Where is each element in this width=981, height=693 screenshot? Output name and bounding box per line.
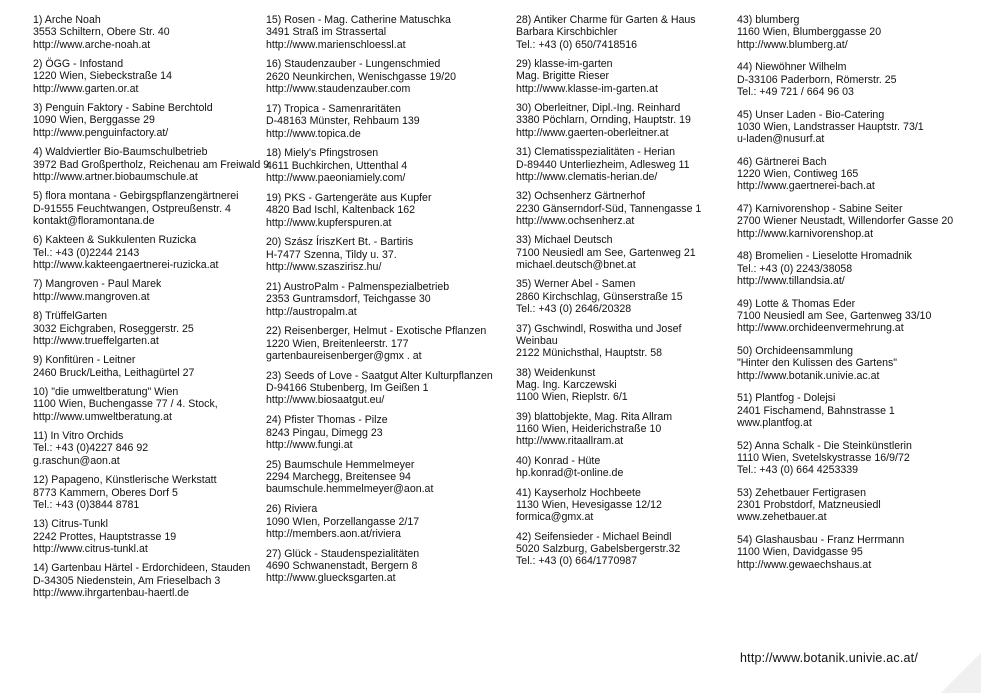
directory-entry: [33, 146, 269, 183]
directory-entry: [33, 474, 269, 511]
directory-entry: [266, 147, 510, 184]
entry-detail: 1160 Wien, Blumberggasse 20: [737, 26, 882, 39]
directory-entry: [737, 440, 973, 477]
entry-detail: 2620 Neunkirchen, Wenischgasse 19/20: [266, 70, 457, 83]
entry-detail: 1110 Wien, Svetelskystrasse 16/9/72: [737, 451, 910, 464]
entry-detail: Weinbau: [516, 334, 558, 347]
entry-detail: 1130 Wien, Hevesigasse 12/12: [516, 498, 662, 511]
entry-link[interactable]: http://www.marienschloessl.at: [266, 38, 406, 51]
entry-title: 39) blattobjekte, Mag. Rita Allram: [516, 410, 673, 423]
entry-title: 7) Mangroven - Paul Marek: [33, 278, 162, 291]
entry-link[interactable]: http://www.arche-noah.at: [33, 38, 151, 51]
directory-entry: [737, 203, 973, 240]
entry-title: 47) Karnivorenshop - Sabine Seiter: [737, 203, 903, 216]
entry-title: 31) Clematisspezialitäten - Herian: [516, 146, 675, 159]
column-3: [516, 14, 730, 575]
entry-link[interactable]: http://www.ihrgartenbau-haertl.de: [33, 587, 190, 600]
entry-title: 53) Zehetbauer Fertigrasen: [737, 486, 866, 499]
entry-title: 51) Plantfog - Dolejsi: [737, 392, 836, 405]
directory-entry: [737, 156, 973, 193]
entry-title: 44) Niewöhner Wilhelm: [737, 61, 847, 74]
entry-link[interactable]: http://www.paeoniamiely.com/: [266, 172, 406, 185]
entry-title: 6) Kakteen & Sukkulenten Ruzicka: [33, 234, 197, 247]
entry-link[interactable]: http://www.klasse-im-garten.at: [516, 82, 658, 95]
entry-link[interactable]: http://www.topica.de: [266, 127, 361, 140]
entry-link[interactable]: http://www.gaertnerei-bach.at: [737, 180, 875, 193]
entry-title: 24) Pfister Thomas - Pilze: [266, 414, 388, 427]
entry-title: 46) Gärtnerei Bach: [737, 155, 827, 168]
entry-link[interactable]: g.raschun@aon.at: [33, 454, 120, 467]
directory-entry: [33, 518, 269, 555]
entry-detail: 2700 Wiener Neustadt, Willendorfer Gasse 20: [737, 215, 954, 228]
entry-detail: 1030 Wien, Landstrasser Hauptstr. 73/1: [737, 120, 924, 133]
entry-title: 54) Glashausbau - Franz Herrmann: [737, 534, 905, 547]
entry-title: 42) Seifensieder - Michael Beindl: [516, 530, 672, 543]
entry-detail: Mag. Ing. Karczewski: [516, 378, 617, 391]
entry-link[interactable]: http://www.biosaatgut.eu/: [266, 394, 385, 407]
entry-link[interactable]: michael.deutsch@bnet.at: [516, 258, 636, 271]
entry-title: 38) Weidenkunst: [516, 366, 596, 379]
entry-title: 21) AustroPalm - Palmenspezialbetrieb: [266, 280, 450, 293]
entry-title: 29) klasse-im-garten: [516, 58, 613, 71]
directory-entry: [737, 250, 973, 287]
directory-entry: [737, 534, 973, 571]
entry-detail: 2860 Kirchschlag, Günserstraße 15: [516, 290, 683, 303]
footer-url[interactable]: http://www.botanik.univie.ac.at/: [740, 651, 919, 665]
entry-title: 45) Unser Laden - Bio-Catering: [737, 108, 885, 121]
entry-detail: Tel.: +43 (0) 664/1770987: [516, 555, 638, 568]
entry-title: 48) Bromelien - Lieselotte Hromadnik: [737, 250, 912, 263]
entry-title: 4) Waldviertler Bio-Baumschulbetrieb: [33, 146, 208, 159]
directory-entry: [33, 102, 269, 139]
entry-title: 32) Ochsenherz Gärtnerhof: [516, 190, 645, 203]
entry-link[interactable]: http://www.clematis-herian.de/: [516, 170, 658, 183]
entry-link[interactable]: http://www.artner.biobaumschule.at: [33, 170, 198, 183]
entry-detail: H-7477 Szenna, Tildy u. 37.: [266, 248, 397, 261]
directory-entry: [266, 14, 510, 51]
entry-detail: 1090 Wien, Berggasse 29: [33, 114, 155, 127]
entry-detail: 2294 Marchegg, Breitensee 94: [266, 471, 411, 484]
directory-entry: [33, 190, 269, 227]
entry-detail: 1220 Wien, Breitenleerstr. 177: [266, 337, 409, 350]
entry-detail: 2301 Probstdorf, Matzneusiedl: [737, 499, 881, 512]
entry-link[interactable]: http://www.botanik.univie.ac.at: [737, 369, 880, 382]
directory-entry: [266, 58, 510, 95]
directory-entry: [516, 455, 730, 480]
directory-entry: [737, 298, 973, 335]
directory-entry: [266, 236, 510, 273]
entry-link[interactable]: formica@gmx.at: [516, 511, 594, 524]
entry-detail: 1090 WIen, Porzellangasse 2/17: [266, 515, 420, 528]
entry-link[interactable]: http://www.gewaechshaus.at: [737, 558, 872, 571]
entry-link[interactable]: http://austropalm.at: [266, 305, 357, 318]
entry-link[interactable]: http://www.mangroven.at: [33, 290, 150, 303]
entry-detail: 4820 Bad Ischl, Kaltenback 162: [266, 204, 416, 217]
entry-title: 33) Michael Deutsch: [516, 234, 613, 247]
directory-entry: [516, 323, 730, 360]
entry-title: 2) ÖGG - Infostand: [33, 58, 124, 71]
entry-title: 50) Orchideensammlung: [737, 344, 853, 357]
entry-link[interactable]: http://www.ritaallram.at: [516, 435, 624, 448]
entry-detail: 3972 Bad Großpertholz, Reichenau am Freiwald 9: [33, 158, 270, 171]
entry-link[interactable]: gartenbaureisenberger@gmx . at: [266, 349, 422, 362]
entry-link[interactable]: www.plantfog.at: [737, 416, 812, 429]
entry-link[interactable]: http://www.umweltberatung.at: [33, 410, 172, 423]
entry-detail: Tel.: +43 (0)4227 846 92: [33, 442, 149, 455]
entry-detail: 2230 Gänserndorf-Süd, Tannengasse 1: [516, 202, 702, 215]
directory-entry: [516, 278, 730, 315]
directory-entry: [33, 430, 269, 467]
entry-link[interactable]: kontakt@floramontana.de: [33, 214, 155, 227]
entry-detail: 2122 Münichsthal, Hauptstr. 58: [516, 347, 663, 360]
directory-entry: [266, 503, 510, 540]
entry-detail: 1100 Wien, Davidgasse 95: [737, 546, 863, 559]
entry-detail: 1100 Wien, Buchengasse 77 / 4. Stock,: [33, 398, 218, 411]
entry-title: 11) In Vitro Orchids: [33, 430, 124, 443]
entry-link[interactable]: http://www.staudenzauber.com: [266, 83, 411, 96]
entry-detail: D-94166 Stubenberg, Im Geißen 1: [266, 382, 429, 395]
entry-title: 27) Glück - Staudenspezialitäten: [266, 547, 420, 560]
directory-entry: [33, 310, 269, 347]
entry-detail: Tel.: +43 (0) 664 4253339: [737, 464, 859, 477]
entry-link[interactable]: http://www.ochsenherz.at: [516, 214, 635, 227]
entry-detail: D-91555 Feuchtwangen, Ostpreußenstr. 4: [33, 202, 231, 215]
entry-title: 43) blumberg: [737, 14, 800, 26]
entry-detail: Barbara Kirschbichler: [516, 26, 618, 39]
directory-entry: [33, 562, 269, 599]
entry-detail: 8243 Pingau, Dimegg 23: [266, 426, 383, 439]
entry-detail: 1220 Wien, Contiweg 165: [737, 168, 859, 181]
entry-detail: Tel.: +43 (0) 2243/38058: [737, 262, 853, 275]
directory-entry: [516, 146, 730, 183]
entry-link[interactable]: http://www.blumberg.at/: [737, 38, 848, 51]
entry-detail: 2460 Bruck/Leitha, Leithagürtel 27: [33, 366, 195, 379]
entry-detail: 3491 Straß im Strassertal: [266, 26, 387, 39]
directory-entry: [33, 354, 269, 379]
directory-entry: [737, 345, 973, 382]
entry-detail: Mag. Brigitte Rieser: [516, 70, 610, 83]
column-1: [33, 14, 269, 607]
entry-detail: 3553 Schiltern, Obere Str. 40: [33, 26, 170, 39]
directory-entry: [516, 234, 730, 271]
directory-entry: [33, 14, 269, 51]
entry-detail: 7100 Neusiedl am See, Gartenweg 21: [516, 246, 696, 259]
entry-title: 17) Tropica - Samenraritäten: [266, 102, 401, 115]
entry-detail: D-48163 Münster, Rehbaum 139: [266, 115, 420, 128]
entry-detail: D-34305 Niedenstein, Am Frieselbach 3: [33, 574, 221, 587]
entry-title: 9) Konfitüren - Leitner: [33, 354, 136, 367]
entry-link[interactable]: http://www.fungi.at: [266, 438, 353, 451]
directory-entry: [33, 278, 269, 303]
entry-title: 37) Gschwindl, Roswitha und Josef: [516, 322, 682, 335]
entry-detail: 5020 Salzburg, Gabelsbergerstr.32: [516, 542, 681, 555]
directory-entry: [33, 58, 269, 95]
directory-entry: [266, 459, 510, 496]
entry-detail: 2353 Guntramsdorf, Teichgasse 30: [266, 293, 431, 306]
entry-title: 30) Oberleitner, Dipl.-Ing. Reinhard: [516, 102, 681, 115]
entry-detail: D-33106 Paderborn, Römerstr. 25: [737, 73, 897, 86]
directory-entry: [266, 281, 510, 318]
entry-link[interactable]: http://www.orchideenvermehrung.at: [737, 322, 904, 335]
entry-detail: 3380 Pöchlarn, Ornding, Hauptstr. 19: [516, 114, 691, 127]
entry-title: 35) Werner Abel - Samen: [516, 278, 636, 291]
directory-entry: [516, 531, 730, 568]
entry-detail: 2401 Fischamend, Bahnstrasse 1: [737, 404, 895, 417]
entry-detail: Tel.: +43 (0) 650/7418516: [516, 38, 638, 51]
directory-entry: [516, 58, 730, 95]
entry-title: 22) Reisenberger, Helmut - Exotische Pflanzen: [266, 325, 487, 338]
directory-entry: [266, 103, 510, 140]
entry-detail: 1100 Wien, Rieplstr. 6/1: [516, 391, 628, 404]
directory-entry: [737, 14, 973, 51]
entry-link[interactable]: hp.konrad@t-online.de: [516, 467, 624, 480]
directory-entry: [516, 487, 730, 524]
directory-entry: [33, 234, 269, 271]
directory-entry: [516, 190, 730, 227]
page-corner-shade: [941, 653, 981, 693]
entry-link[interactable]: http://www.trueffelgarten.at: [33, 334, 159, 347]
entry-title: 41) Kayserholz Hochbeete: [516, 486, 641, 499]
entry-detail: 3032 Eichgraben, Roseggerstr. 25: [33, 322, 194, 335]
entry-detail: 7100 Neusiedl am See, Gartenweg 33/10: [737, 309, 932, 322]
entry-title: 18) Miely's Pfingstrosen: [266, 147, 379, 160]
entry-title: 23) Seeds of Love - Saatgut Alter Kulturpflanzen: [266, 369, 493, 382]
column-2: [266, 14, 510, 592]
entry-detail: D-89440 Unterliezheim, Adlesweg 11: [516, 158, 690, 171]
entry-detail: 1220 Wien, Siebeckstraße 14: [33, 70, 172, 83]
entry-title: 52) Anna Schalk - Die Steinkünstlerin: [737, 439, 912, 452]
entry-link[interactable]: http://www.kupferspuren.at: [266, 216, 392, 229]
entry-link[interactable]: baumschule.hemmelmeyer@aon.at: [266, 483, 434, 496]
directory-entry: [737, 61, 973, 98]
entry-detail: 2242 Prottes, Hauptstrasse 19: [33, 530, 177, 543]
entry-title: 19) PKS - Gartengeräte aus Kupfer: [266, 191, 432, 204]
entry-link[interactable]: www.zehetbauer.at: [737, 511, 827, 524]
entry-detail: Tel.: +43 (0)3844 8781: [33, 498, 140, 511]
directory-entry: [737, 487, 973, 524]
directory-entry: [516, 367, 730, 404]
entry-title: 13) Citrus-Tunkl: [33, 518, 108, 531]
entry-detail: Tel.: +49 721 / 664 96 03: [737, 85, 854, 98]
entry-link[interactable]: http://www.garten.or.at: [33, 82, 139, 95]
entry-title: 28) Antiker Charme für Garten & Haus: [516, 14, 696, 26]
entry-detail: "Hinter den Kulissen des Gartens": [737, 357, 898, 370]
entry-detail: 4611 Buchkirchen, Uttenthal 4: [266, 159, 408, 172]
entry-title: 10) "die umweltberatung" Wien: [33, 386, 179, 399]
entry-title: 8) TrüffelGarten: [33, 310, 107, 323]
entry-link[interactable]: http://www.szaszirisz.hu/: [266, 261, 382, 274]
entry-title: 12) Papageno, Künstlerische Werkstatt: [33, 474, 217, 487]
entry-detail: Tel.: +43 (0) 2646/20328: [516, 303, 632, 316]
directory-entry: [33, 386, 269, 423]
entry-detail: 8773 Kammern, Oberes Dorf 5: [33, 486, 178, 499]
column-4: [737, 14, 973, 581]
entry-title: 14) Gartenbau Härtel - Erdorchideen, Stauden: [33, 562, 251, 575]
entry-link[interactable]: http://www.citrus-tunkl.at: [33, 542, 148, 555]
entry-link[interactable]: http://www.tillandsia.at/: [737, 275, 845, 287]
entry-link[interactable]: http://members.aon.at/riviera: [266, 527, 401, 540]
directory-entry: [737, 109, 973, 146]
entry-link[interactable]: http://www.karnivorenshop.at: [737, 227, 874, 240]
entry-detail: 1160 Wien, Heiderichstraße 10: [516, 423, 662, 435]
directory-entry: [266, 548, 510, 585]
entry-title: 3) Penguin Faktory - Sabine Berchtold: [33, 102, 213, 115]
entry-title: 49) Lotte & Thomas Eder: [737, 297, 856, 310]
directory-entry: [266, 370, 510, 407]
directory-entry: [516, 102, 730, 139]
directory-entry: [266, 325, 510, 362]
entry-title: 16) Staudenzauber - Lungenschmied: [266, 58, 441, 71]
entry-title: 25) Baumschule Hemmelmeyer: [266, 458, 415, 471]
directory-entry: [516, 14, 730, 51]
directory-entry: [266, 192, 510, 229]
entry-title: 26) Riviera: [266, 503, 318, 516]
entry-link[interactable]: http://www.gaerten-oberleitner.at: [516, 126, 669, 139]
entry-title: 20) Szász ÍriszKert Bt. - Bartiris: [266, 236, 414, 249]
entry-link[interactable]: http://www.gluecksgarten.at: [266, 572, 396, 585]
directory-entry: [266, 414, 510, 451]
entry-link[interactable]: http://www.penguinfactory.at/: [33, 126, 169, 139]
entry-title: 5) flora montana - Gebirgspflanzengärtnerei: [33, 190, 239, 203]
entry-detail: 4690 Schwanenstadt, Bergern 8: [266, 560, 418, 573]
directory-entry: [737, 392, 973, 429]
entry-link[interactable]: http://www.kakteengaertnerei-ruzicka.at: [33, 258, 219, 271]
directory-entry: [516, 411, 730, 448]
entry-detail: Tel.: +43 (0)2244 2143: [33, 246, 140, 259]
entry-title: 1) Arche Noah: [33, 14, 101, 26]
entry-link[interactable]: u-laden@nusurf.at: [737, 133, 825, 146]
entry-title: 15) Rosen - Mag. Catherine Matuschka: [266, 14, 451, 26]
entry-title: 40) Konrad - Hüte: [516, 454, 601, 467]
